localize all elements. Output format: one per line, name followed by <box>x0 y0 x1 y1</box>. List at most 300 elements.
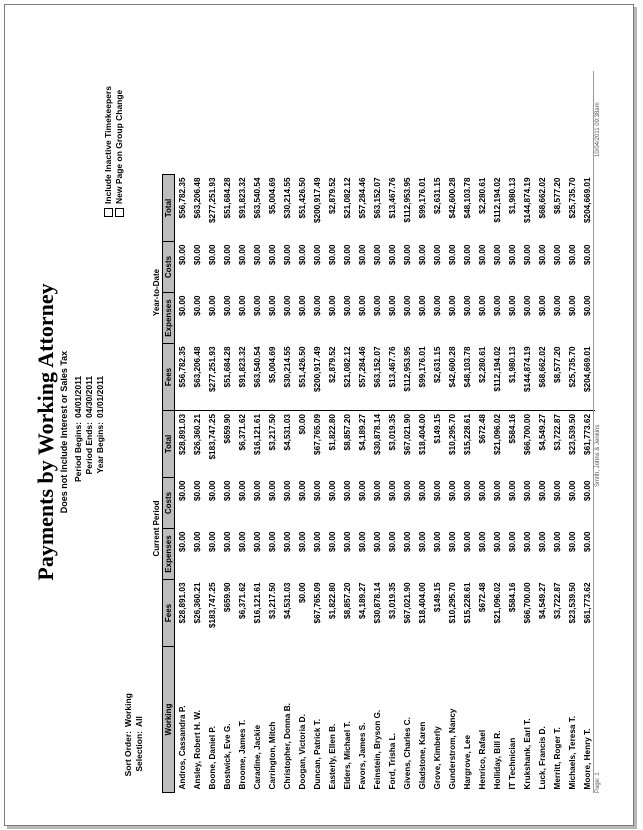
amount-cell: $0.00 <box>553 531 562 552</box>
amount-cell: $4,549.27 <box>538 414 547 451</box>
amount-cell: $0.00 <box>418 531 427 552</box>
attorney-name-cell: Henrico, Rafael <box>478 729 487 790</box>
amount-cell: $51,684.28 <box>223 177 232 219</box>
table-row <box>205 175 220 793</box>
payments-table <box>151 174 595 793</box>
amount-cell: $99,176.01 <box>418 177 427 219</box>
amount-cell: $21,082.12 <box>343 177 352 219</box>
amount-cell: $0.00 <box>328 480 337 501</box>
amount-cell: $3,217.50 <box>268 414 277 451</box>
amount-cell: $0.00 <box>583 295 592 316</box>
amount-cell: $0.00 <box>223 531 232 552</box>
amount-cell: $672.48 <box>478 582 487 613</box>
amount-cell: $63,152.07 <box>370 344 385 411</box>
amount-cell: $0.00 <box>568 295 577 316</box>
amount-cell: $0.00 <box>238 531 247 552</box>
amount-cell: $42,600.28 <box>445 344 460 411</box>
include-inactive-option[interactable] <box>103 86 114 217</box>
amount-cell: $0.00 <box>193 295 202 316</box>
amount-cell: $0.00 <box>283 531 292 552</box>
amount-cell: $66,700.00 <box>523 414 532 455</box>
amount-cell: $0.00 <box>178 531 187 552</box>
amount-cell: $1,822.80 <box>328 414 337 451</box>
amount-cell: $0.00 <box>388 295 397 316</box>
amount-cell: $0.00 <box>298 531 307 552</box>
amount-cell: $51,684.28 <box>220 344 235 411</box>
amount-cell: $0.00 <box>358 244 367 265</box>
amount-cell: $0.00 <box>448 531 457 552</box>
include-inactive-checkbox[interactable] <box>104 208 113 217</box>
amount-cell: $0.00 <box>508 244 517 265</box>
amount-cell: $0.00 <box>268 295 277 316</box>
amount-cell: $15,228.61 <box>463 582 472 624</box>
amount-cell: $0.00 <box>193 480 202 501</box>
amount-cell: $4,189.27 <box>358 414 367 451</box>
amount-cell: $1,822.80 <box>328 582 337 619</box>
amount-cell: $112,194.02 <box>493 177 502 223</box>
sort-order-label: Sort Order: <box>123 731 133 777</box>
amount-cell: $0.00 <box>328 244 337 265</box>
amount-cell: $183,747.25 <box>208 582 217 629</box>
table-row <box>535 175 550 793</box>
column-header: Costs <box>163 478 175 529</box>
table-row <box>445 175 460 793</box>
amount-cell: $16,121.61 <box>253 582 262 624</box>
amount-cell: $0.00 <box>508 480 517 501</box>
amount-cell: $0.00 <box>313 531 322 552</box>
attorney-name-cell: Merritt, Roger T. <box>553 727 562 790</box>
amount-cell: $30,214.55 <box>280 344 295 411</box>
attorney-name-cell: Christopher, Donna B. <box>283 703 292 790</box>
period-begins-label: Period Begins: <box>73 422 83 482</box>
amount-cell: $63,206.48 <box>190 344 205 411</box>
table-row <box>430 175 445 793</box>
attorney-name-cell: Gunderstrom, Nancy <box>448 708 457 790</box>
report-page <box>4 4 634 826</box>
footer-firm: Smith, Johns & Jenkins <box>595 424 601 487</box>
amount-cell: $21,096.02 <box>493 414 502 455</box>
amount-cell: $0.00 <box>178 480 187 501</box>
amount-cell: $0.00 <box>538 244 547 265</box>
amount-cell: $0.00 <box>178 295 187 316</box>
column-header: Working <box>163 647 175 793</box>
amount-cell: $26,360.21 <box>193 582 202 624</box>
attorney-name-cell: Andros, Cassandra P. <box>178 705 187 790</box>
amount-cell: $0.00 <box>583 480 592 501</box>
table-row <box>385 175 400 793</box>
amount-cell: $0.00 <box>463 480 472 501</box>
amount-cell: $0.00 <box>463 295 472 316</box>
amount-cell: $0.00 <box>358 295 367 316</box>
amount-cell: $0.00 <box>568 480 577 501</box>
table-row <box>295 175 310 793</box>
amount-cell: $28,891.03 <box>178 414 187 455</box>
attorney-name-cell: Ansley, Robert H. W. <box>193 710 202 790</box>
amount-cell: $67,765.09 <box>313 414 322 455</box>
amount-cell: $659.90 <box>223 414 232 444</box>
group-header-row <box>151 175 163 793</box>
amount-cell: $63,152.07 <box>373 177 382 219</box>
group-header-blank <box>151 647 163 793</box>
report-content <box>23 47 613 817</box>
attorney-name-cell: Elders, Michael T. <box>343 721 352 790</box>
group-current-period: Current Period <box>151 411 163 647</box>
attorney-name-cell: Carrington, Mitch <box>268 721 277 790</box>
amount-cell: $23,539.50 <box>568 414 577 455</box>
amount-cell: $0.00 <box>373 244 382 265</box>
amount-cell: $10,295.70 <box>448 582 457 624</box>
column-header: Total <box>163 175 175 242</box>
amount-cell: $0.00 <box>418 295 427 316</box>
amount-cell: $2,280.61 <box>475 344 490 411</box>
amount-cell: $2,879.52 <box>328 177 337 214</box>
amount-cell: $30,878.14 <box>373 414 382 455</box>
amount-cell: $4,531.03 <box>283 582 292 619</box>
amount-cell: $0.00 <box>313 295 322 316</box>
attorney-name-cell: Doogan, Victoria D. <box>298 714 307 790</box>
attorney-name-cell: Grove, Kimberly <box>433 726 442 790</box>
amount-cell: $99,176.01 <box>415 344 430 411</box>
amount-cell: $0.00 <box>418 244 427 265</box>
table-row <box>235 175 250 793</box>
amount-cell: $0.00 <box>508 295 517 316</box>
amount-cell: $144,874.19 <box>523 177 532 224</box>
selection-label: Selection: <box>134 731 144 772</box>
amount-cell: $0.00 <box>538 531 547 552</box>
amount-cell: $0.00 <box>523 531 532 552</box>
amount-cell: $0.00 <box>298 582 307 603</box>
amount-cell: $5,004.69 <box>265 344 280 411</box>
table-row <box>355 175 370 793</box>
amount-cell: $0.00 <box>193 531 202 552</box>
amount-cell: $0.00 <box>568 244 577 265</box>
attorney-name-cell: Duncan, Patrick T. <box>313 718 322 790</box>
report-title: Payments by Working Attorney <box>33 283 58 581</box>
amount-cell: $4,531.03 <box>283 414 292 451</box>
amount-cell: $0.00 <box>418 480 427 501</box>
attorney-name-cell: Broome, James T. <box>238 719 247 790</box>
include-inactive-label: Include Inactive Timekeepers <box>103 86 113 204</box>
period-begins-value: 04/01/2011 <box>73 375 83 418</box>
amount-cell: $0.00 <box>268 244 277 265</box>
amount-cell: $0.00 <box>583 244 592 265</box>
amount-cell: $0.00 <box>253 244 262 265</box>
amount-cell: $18,404.00 <box>418 414 427 455</box>
amount-cell: $0.00 <box>343 244 352 265</box>
amount-cell: $0.00 <box>388 244 397 265</box>
footer-page: Page: 1 <box>595 772 601 793</box>
amount-cell: $659.90 <box>223 582 232 613</box>
attorney-name-cell: Caradine, Jackie <box>253 724 262 790</box>
sort-info <box>123 693 145 793</box>
amount-cell: $0.00 <box>553 480 562 501</box>
footer-date: 10/04/2011 09:38am <box>595 102 601 157</box>
amount-cell: $149.15 <box>433 414 442 444</box>
amount-cell: $584.16 <box>508 414 517 444</box>
attorney-name-cell: Givens, Charles C. <box>403 717 412 790</box>
amount-cell: $51,426.50 <box>295 344 310 411</box>
amount-cell: $28,891.03 <box>178 582 187 624</box>
amount-cell: $0.00 <box>388 480 397 501</box>
attorney-name-cell: Krukshank, Earl T. <box>523 718 532 790</box>
amount-cell: $0.00 <box>403 531 412 552</box>
selection-value: All <box>134 716 144 727</box>
amount-cell: $0.00 <box>298 480 307 501</box>
amount-cell: $48,103.78 <box>460 344 475 411</box>
column-header: Fees <box>163 344 175 411</box>
table-row <box>175 175 191 793</box>
amount-cell: $0.00 <box>328 295 337 316</box>
table-row <box>565 175 580 793</box>
amount-cell: $3,217.50 <box>268 582 277 619</box>
amount-cell: $13,467.76 <box>388 177 397 219</box>
new-page-checkbox[interactable] <box>115 208 124 217</box>
report-options <box>103 86 125 217</box>
amount-cell: $584.16 <box>508 582 517 613</box>
amount-cell: $0.00 <box>268 480 277 501</box>
amount-cell: $67,765.09 <box>313 582 322 624</box>
amount-cell: $0.00 <box>523 244 532 265</box>
table-row <box>490 175 505 793</box>
column-header: Total <box>163 411 175 478</box>
table-row <box>220 175 235 793</box>
amount-cell: $144,874.19 <box>520 344 535 411</box>
amount-cell: $61,773.62 <box>583 414 592 455</box>
amount-cell: $0.00 <box>403 480 412 501</box>
amount-cell: $26,360.21 <box>193 414 202 455</box>
amount-cell: $0.00 <box>358 531 367 552</box>
attorney-name-cell: Feinstein, Bryson G. <box>373 709 382 790</box>
amount-cell: $277,251.93 <box>205 344 220 411</box>
amount-cell: $8,857.20 <box>343 414 352 451</box>
column-header: Fees <box>163 580 175 647</box>
amount-cell: $0.00 <box>238 480 247 501</box>
amount-cell: $68,662.02 <box>535 344 550 411</box>
amount-cell: $0.00 <box>223 480 232 501</box>
amount-cell: $6,371.62 <box>238 582 247 619</box>
amount-cell: $0.00 <box>493 244 502 265</box>
amount-cell: $2,879.52 <box>325 344 340 411</box>
attorney-name-cell: Ford, Trisha L. <box>388 733 397 790</box>
report-subtitle: Does not Include Interest or Sales Tax <box>59 350 69 514</box>
amount-cell: $10,295.70 <box>448 414 457 455</box>
attorney-name-cell: Boone, Daniel P. <box>208 725 217 790</box>
attorney-name-cell: Gladstone, Karen <box>418 721 427 790</box>
amount-cell: $63,540.54 <box>250 344 265 411</box>
year-begins-label: Year Begins: <box>95 422 105 474</box>
amount-cell: $112,953.95 <box>400 344 415 411</box>
amount-cell: $25,735.70 <box>565 344 580 411</box>
amount-cell: $68,662.02 <box>538 177 547 219</box>
amount-cell: $0.00 <box>448 244 457 265</box>
amount-cell: $4,549.27 <box>538 582 547 619</box>
attorney-name-cell: Moore, Henry T. <box>583 728 592 790</box>
amount-cell: $48,103.78 <box>463 177 472 219</box>
amount-cell: $2,631.15 <box>430 344 445 411</box>
amount-cell: $112,194.02 <box>490 344 505 411</box>
amount-cell: $67,021.90 <box>403 414 412 455</box>
amount-cell: $51,426.50 <box>298 177 307 219</box>
amount-cell: $42,600.28 <box>448 177 457 219</box>
amount-cell: $57,284.46 <box>355 344 370 411</box>
amount-cell: $0.00 <box>358 480 367 501</box>
amount-cell: $1,980.13 <box>505 344 520 411</box>
amount-cell: $0.00 <box>178 244 187 265</box>
footer-rule <box>593 71 594 793</box>
amount-cell: $0.00 <box>208 480 217 501</box>
attorney-name-cell: IT Technician <box>508 737 517 790</box>
amount-cell: $0.00 <box>403 295 412 316</box>
amount-cell: $8,857.20 <box>343 582 352 619</box>
amount-cell: $3,722.87 <box>553 414 562 451</box>
amount-cell: $67,021.90 <box>403 582 412 624</box>
amount-cell: $30,878.14 <box>373 582 382 624</box>
amount-cell: $0.00 <box>283 244 292 265</box>
amount-cell: $0.00 <box>478 244 487 265</box>
amount-cell: $0.00 <box>538 295 547 316</box>
amount-cell: $183,747.25 <box>208 414 217 460</box>
new-page-label: New Page on Group Change <box>114 89 124 204</box>
amount-cell: $0.00 <box>433 480 442 501</box>
column-header: Expenses <box>163 529 175 580</box>
amount-cell: $0.00 <box>373 480 382 501</box>
amount-cell: $0.00 <box>478 295 487 316</box>
amount-cell: $1,980.13 <box>508 177 517 214</box>
amount-cell: $57,284.46 <box>358 177 367 219</box>
amount-cell: $0.00 <box>253 480 262 501</box>
amount-cell: $672.48 <box>478 414 487 444</box>
amount-cell: $0.00 <box>463 244 472 265</box>
new-page-option[interactable] <box>114 86 125 217</box>
amount-cell: $0.00 <box>208 531 217 552</box>
amount-cell: $91,823.32 <box>235 344 250 411</box>
amount-cell: $0.00 <box>253 531 262 552</box>
year-begins-value: 01/01/2011 <box>95 375 105 418</box>
amount-cell: $0.00 <box>283 295 292 316</box>
amount-cell: $0.00 <box>568 531 577 552</box>
amount-cell: $21,096.02 <box>493 582 502 624</box>
period-ends-label: Period Ends: <box>84 422 94 475</box>
table-row <box>550 175 565 793</box>
amount-cell: $0.00 <box>433 244 442 265</box>
amount-cell: $200,917.49 <box>310 344 325 411</box>
period-ends-value: 04/30/2011 <box>84 375 94 418</box>
amount-cell: $0.00 <box>298 414 307 435</box>
amount-cell: $112,953.95 <box>403 177 412 223</box>
table-row <box>190 175 205 793</box>
payments-rows <box>175 175 596 793</box>
amount-cell: $0.00 <box>433 295 442 316</box>
column-header-row <box>163 175 175 793</box>
table-row <box>415 175 430 793</box>
amount-cell: $0.00 <box>448 295 457 316</box>
amount-cell: $56,782.35 <box>178 177 187 219</box>
amount-cell: $6,371.62 <box>238 414 247 451</box>
amount-cell: $0.00 <box>298 244 307 265</box>
amount-cell: $18,404.00 <box>418 582 427 624</box>
amount-cell: $13,467.76 <box>385 344 400 411</box>
column-header: Expenses <box>163 293 175 344</box>
table-row <box>520 175 535 793</box>
amount-cell: $0.00 <box>523 480 532 501</box>
amount-cell: $277,251.93 <box>208 177 217 224</box>
period-info <box>73 347 106 517</box>
amount-cell: $8,577.20 <box>553 177 562 214</box>
amount-cell: $0.00 <box>493 531 502 552</box>
amount-cell: $0.00 <box>343 531 352 552</box>
amount-cell: $0.00 <box>238 244 247 265</box>
amount-cell: $0.00 <box>388 531 397 552</box>
amount-cell: $30,214.55 <box>283 177 292 219</box>
amount-cell: $0.00 <box>373 531 382 552</box>
amount-cell: $0.00 <box>298 295 307 316</box>
attorney-name-cell: Bostwick, Eve G. <box>223 723 232 790</box>
table-row <box>340 175 355 793</box>
table-row <box>475 175 490 793</box>
amount-cell: $0.00 <box>523 295 532 316</box>
amount-cell: $200,917.49 <box>313 177 322 224</box>
attorney-name-cell: Michaels, Teresa T. <box>568 715 577 790</box>
amount-cell: $61,773.62 <box>583 582 592 624</box>
sort-order-value: Working <box>123 693 133 727</box>
amount-cell: $0.00 <box>553 295 562 316</box>
group-year-to-date: Year-to-Date <box>151 175 163 411</box>
table-row <box>265 175 280 793</box>
table-row <box>400 175 415 793</box>
amount-cell: $23,539.50 <box>568 582 577 624</box>
amount-cell: $0.00 <box>538 480 547 501</box>
amount-cell: $0.00 <box>553 244 562 265</box>
amount-cell: $149.15 <box>433 582 442 613</box>
amount-cell: $63,206.48 <box>193 177 202 219</box>
amount-cell: $0.00 <box>328 531 337 552</box>
amount-cell: $3,722.87 <box>553 582 562 619</box>
table-row <box>460 175 475 793</box>
amount-cell: $0.00 <box>313 244 322 265</box>
amount-cell: $0.00 <box>448 480 457 501</box>
amount-cell: $0.00 <box>493 295 502 316</box>
amount-cell: $0.00 <box>343 480 352 501</box>
amount-cell: $0.00 <box>268 531 277 552</box>
amount-cell: $0.00 <box>463 531 472 552</box>
amount-cell: $21,082.12 <box>340 344 355 411</box>
amount-cell: $2,280.61 <box>478 177 487 214</box>
table-row <box>280 175 295 793</box>
amount-cell: $0.00 <box>433 531 442 552</box>
amount-cell: $3,019.35 <box>388 414 397 451</box>
amount-cell: $0.00 <box>193 244 202 265</box>
amount-cell: $0.00 <box>583 531 592 552</box>
amount-cell: $15,228.61 <box>463 414 472 455</box>
table-row <box>310 175 325 793</box>
amount-cell: $0.00 <box>208 244 217 265</box>
amount-cell: $0.00 <box>223 244 232 265</box>
amount-cell: $4,189.27 <box>358 582 367 619</box>
table-row <box>370 175 385 793</box>
amount-cell: $0.00 <box>343 295 352 316</box>
attorney-name-cell: Easterly, Ellen B. <box>328 723 337 790</box>
attorney-name-cell: Luck, Francis D. <box>538 726 547 790</box>
amount-cell: $204,669.01 <box>580 344 595 411</box>
attorney-name-cell: Hargrove, Lee <box>463 734 472 790</box>
amount-cell: $0.00 <box>478 480 487 501</box>
amount-cell: $25,735.70 <box>568 177 577 219</box>
amount-cell: $0.00 <box>373 295 382 316</box>
amount-cell: $0.00 <box>313 480 322 501</box>
table-row <box>250 175 265 793</box>
amount-cell: $0.00 <box>493 480 502 501</box>
attorney-name-cell: Holliday, Bill R. <box>493 730 502 790</box>
